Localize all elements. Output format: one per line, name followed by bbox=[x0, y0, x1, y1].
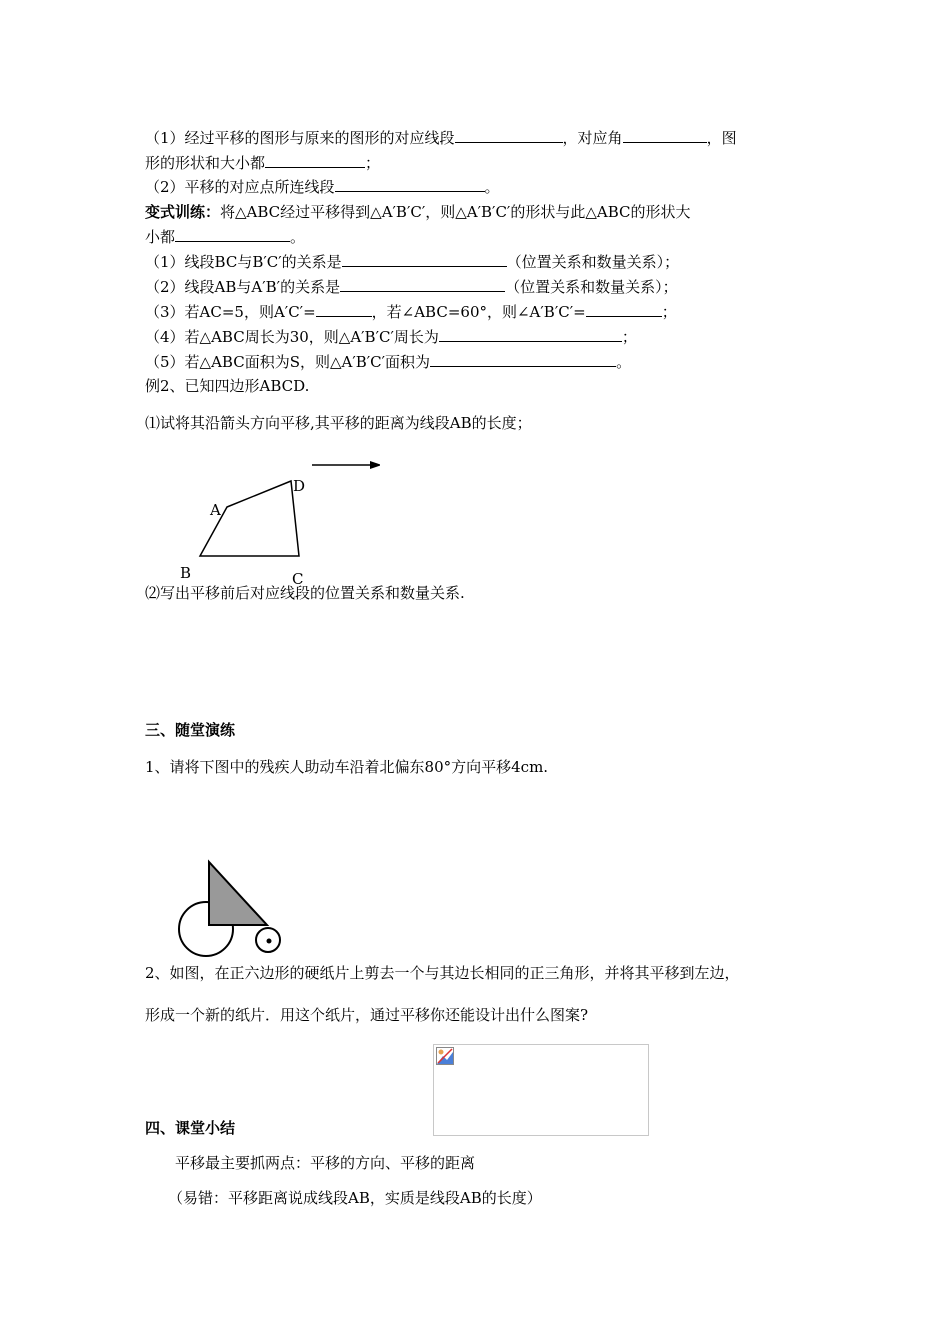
variant-q3-text-2: ，若∠ABC=60°，则∠A′B′C′= bbox=[371, 303, 586, 321]
q2-text: （2）平移的对应点所连线段 bbox=[145, 178, 335, 196]
wheelchair-figure bbox=[175, 855, 295, 960]
example2-title: 例2、已知四边形ABCD. bbox=[145, 377, 310, 395]
q1-line-2 bbox=[145, 153, 380, 173]
variant-q4 bbox=[145, 327, 637, 347]
variant-q5 bbox=[145, 352, 631, 372]
blank-variant-shape[interactable] bbox=[175, 227, 290, 242]
example2-part2: ⑵写出平移前后对应线段的位置关系和数量关系. bbox=[145, 584, 465, 602]
section-summary-heading: 四、课堂小结 bbox=[145, 1119, 236, 1137]
variant-q2-text: （2）线段AB与A′B′的关系是 bbox=[145, 278, 341, 296]
variant-q2-hint: （位置关系和数量关系）； bbox=[505, 278, 678, 296]
blank-connecting-segments[interactable] bbox=[335, 177, 485, 192]
summary-note: （易错：平移距离说成线段AB，实质是线段AB的长度） bbox=[168, 1189, 542, 1207]
label-b: B bbox=[180, 564, 192, 582]
variant-line bbox=[145, 202, 690, 222]
q2-period: 。 bbox=[484, 178, 500, 196]
arrow-head bbox=[370, 461, 380, 469]
q1-text-end: ，图 bbox=[706, 129, 737, 147]
variant-q3 bbox=[145, 302, 677, 322]
variant-q1 bbox=[145, 252, 679, 272]
variant-q3-semicolon: ； bbox=[661, 303, 677, 321]
summary-point: 平移最主要抓两点：平移的方向、平移的距离 bbox=[175, 1154, 476, 1172]
q1-text-angle: ，对应角 bbox=[562, 129, 623, 147]
broken-image-icon bbox=[436, 1047, 454, 1065]
variant-q3-text: （3）若AC=5，则A′C′= bbox=[145, 303, 316, 321]
q2-line bbox=[145, 177, 500, 197]
blank-corresponding-angles[interactable] bbox=[623, 128, 707, 143]
blank-area[interactable] bbox=[430, 352, 616, 367]
hexagon-image-placeholder bbox=[433, 1044, 649, 1136]
wheelchair-triangle bbox=[209, 862, 267, 925]
label-d: D bbox=[293, 477, 306, 495]
blank-ab-relation[interactable] bbox=[340, 277, 505, 292]
variant-period: 。 bbox=[290, 228, 306, 246]
variant-heading: 变式训练： bbox=[145, 203, 221, 221]
label-a: A bbox=[210, 501, 221, 519]
practice-q1: 1、请将下图中的残疾人助动车沿着北偏东80°方向平移4cm. bbox=[145, 758, 549, 776]
blank-ac-length[interactable] bbox=[316, 302, 372, 317]
variant-q1-hint: （位置关系和数量关系）； bbox=[506, 253, 680, 271]
variant-q4-semicolon: ； bbox=[621, 328, 637, 346]
practice-q2-line2: 形成一个新的纸片．用这个纸片，通过平移你还能设计出什么图案? bbox=[145, 1006, 589, 1024]
variant-text: 将△ABC经过平移得到△A′B′C′，则△A′B′C′的形状与此△ABC的形状大 bbox=[220, 203, 691, 221]
blank-corresponding-segments[interactable] bbox=[455, 128, 563, 143]
blank-perimeter[interactable] bbox=[439, 327, 622, 342]
variant-text-2: 小都 bbox=[145, 228, 176, 246]
blank-shape-size[interactable] bbox=[265, 153, 365, 168]
variant-q4-text: （4）若△ABC周长为30，则△A′B′C′周长为 bbox=[145, 328, 439, 346]
example2-part1: ⑴试将其沿箭头方向平移,其平移的距离为线段AB的长度； bbox=[145, 414, 532, 432]
variant-q2 bbox=[145, 277, 678, 297]
q1-semicolon: ； bbox=[365, 154, 381, 172]
quadrilateral-figure bbox=[180, 450, 380, 590]
q1-text: （1）经过平移的图形与原来的图形的对应线段 bbox=[145, 129, 455, 147]
q1-text-2: 形的形状和大小都 bbox=[145, 154, 266, 172]
variant-line-2 bbox=[145, 227, 305, 247]
variant-q5-text: （5）若△ABC面积为S，则△A′B′C′面积为 bbox=[145, 353, 431, 371]
variant-q5-period: 。 bbox=[616, 353, 632, 371]
wheelchair-axle bbox=[267, 939, 272, 944]
label-c: C bbox=[292, 570, 304, 588]
practice-q2-line1: 2、如图，在正六边形的硬纸片上剪去一个与其边长相同的正三角形，并将其平移到左边， bbox=[145, 964, 740, 982]
section-practice-heading: 三、随堂演练 bbox=[145, 721, 236, 739]
blank-angle[interactable] bbox=[586, 302, 662, 317]
blank-bc-relation[interactable] bbox=[342, 252, 507, 267]
q1-line bbox=[145, 128, 737, 148]
variant-q1-text: （1）线段BC与B′C′的关系是 bbox=[145, 253, 342, 271]
